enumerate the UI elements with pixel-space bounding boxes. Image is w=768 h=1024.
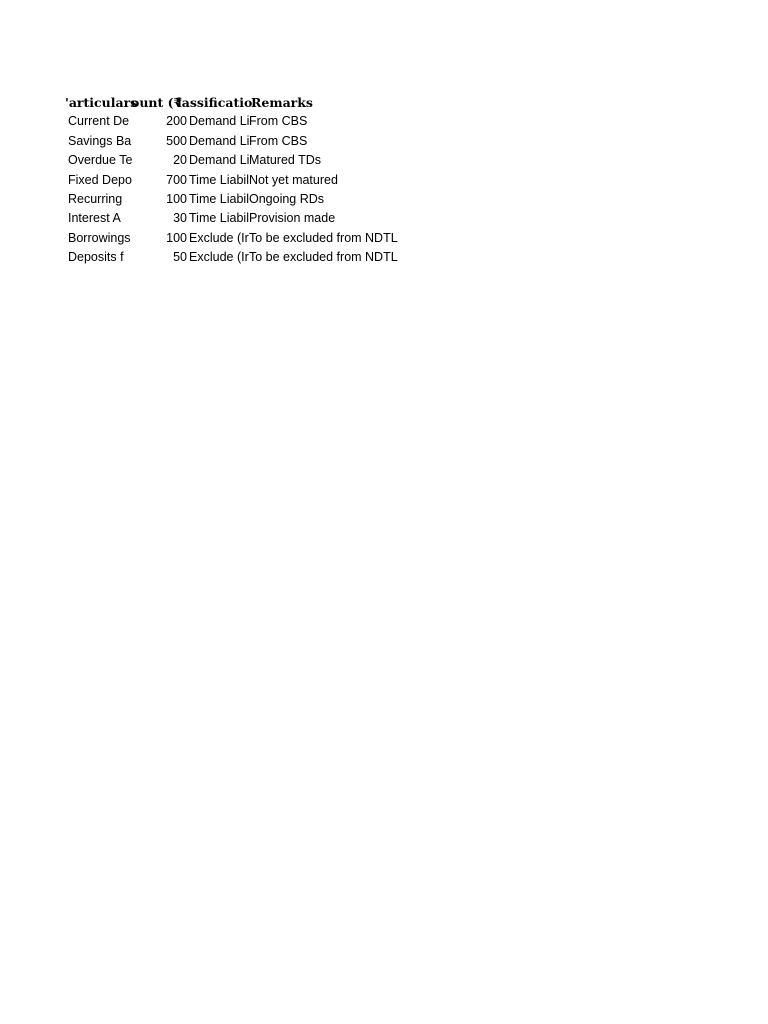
cell-amount[interactable]: 500 <box>166 133 187 148</box>
header-particulars[interactable]: 'articulars <box>65 95 138 110</box>
cell-particulars[interactable]: Interest A <box>68 211 121 226</box>
cell-classification[interactable]: Exclude (Ir <box>189 230 249 245</box>
cell-particulars[interactable]: Current De <box>68 114 130 129</box>
cell-particulars[interactable]: Fixed Depo <box>68 172 132 187</box>
cell-particulars[interactable]: Borrowings <box>68 230 131 245</box>
cell-remarks[interactable]: From CBS <box>249 133 308 148</box>
cell-amount[interactable]: 100 <box>166 230 187 245</box>
header-amount[interactable]: ount (₹ <box>131 95 183 110</box>
cell-particulars[interactable]: Savings Ba <box>68 133 132 148</box>
cell-amount[interactable]: 30 <box>173 211 187 226</box>
cell-particulars[interactable]: Recurring <box>68 191 123 206</box>
cell-classification[interactable]: Time Liabil <box>189 211 249 226</box>
cell-classification[interactable]: Demand Li <box>189 133 250 148</box>
cell-amount[interactable]: 100 <box>166 191 187 206</box>
cell-amount[interactable]: 50 <box>173 250 187 265</box>
cell-remarks[interactable]: To be excluded from NDTL <box>249 250 398 265</box>
cell-remarks[interactable]: Provision made <box>249 211 336 226</box>
header-remarks[interactable]: Remarks <box>251 95 313 110</box>
cell-classification[interactable]: Time Liabil <box>189 172 249 187</box>
cell-classification[interactable]: Exclude (Ir <box>189 250 249 265</box>
cell-particulars[interactable]: Deposits f <box>68 250 124 265</box>
cell-particulars[interactable]: Overdue Te <box>68 153 133 168</box>
cell-remarks[interactable]: From CBS <box>249 114 308 129</box>
cell-classification[interactable]: Demand Li <box>189 153 250 168</box>
cell-remarks[interactable]: Not yet matured <box>249 172 338 187</box>
cell-remarks[interactable]: Ongoing RDs <box>249 191 325 206</box>
cell-remarks[interactable]: To be excluded from NDTL <box>249 230 398 245</box>
cell-classification[interactable]: Time Liabil <box>189 191 249 206</box>
cell-amount[interactable]: 700 <box>166 172 187 187</box>
cell-amount[interactable]: 200 <box>166 114 187 129</box>
cell-remarks[interactable]: Matured TDs <box>249 153 322 168</box>
cell-amount[interactable]: 20 <box>173 153 187 168</box>
cell-classification[interactable]: Demand Li <box>189 114 250 129</box>
header-classification[interactable]: lassificatio <box>177 95 253 110</box>
